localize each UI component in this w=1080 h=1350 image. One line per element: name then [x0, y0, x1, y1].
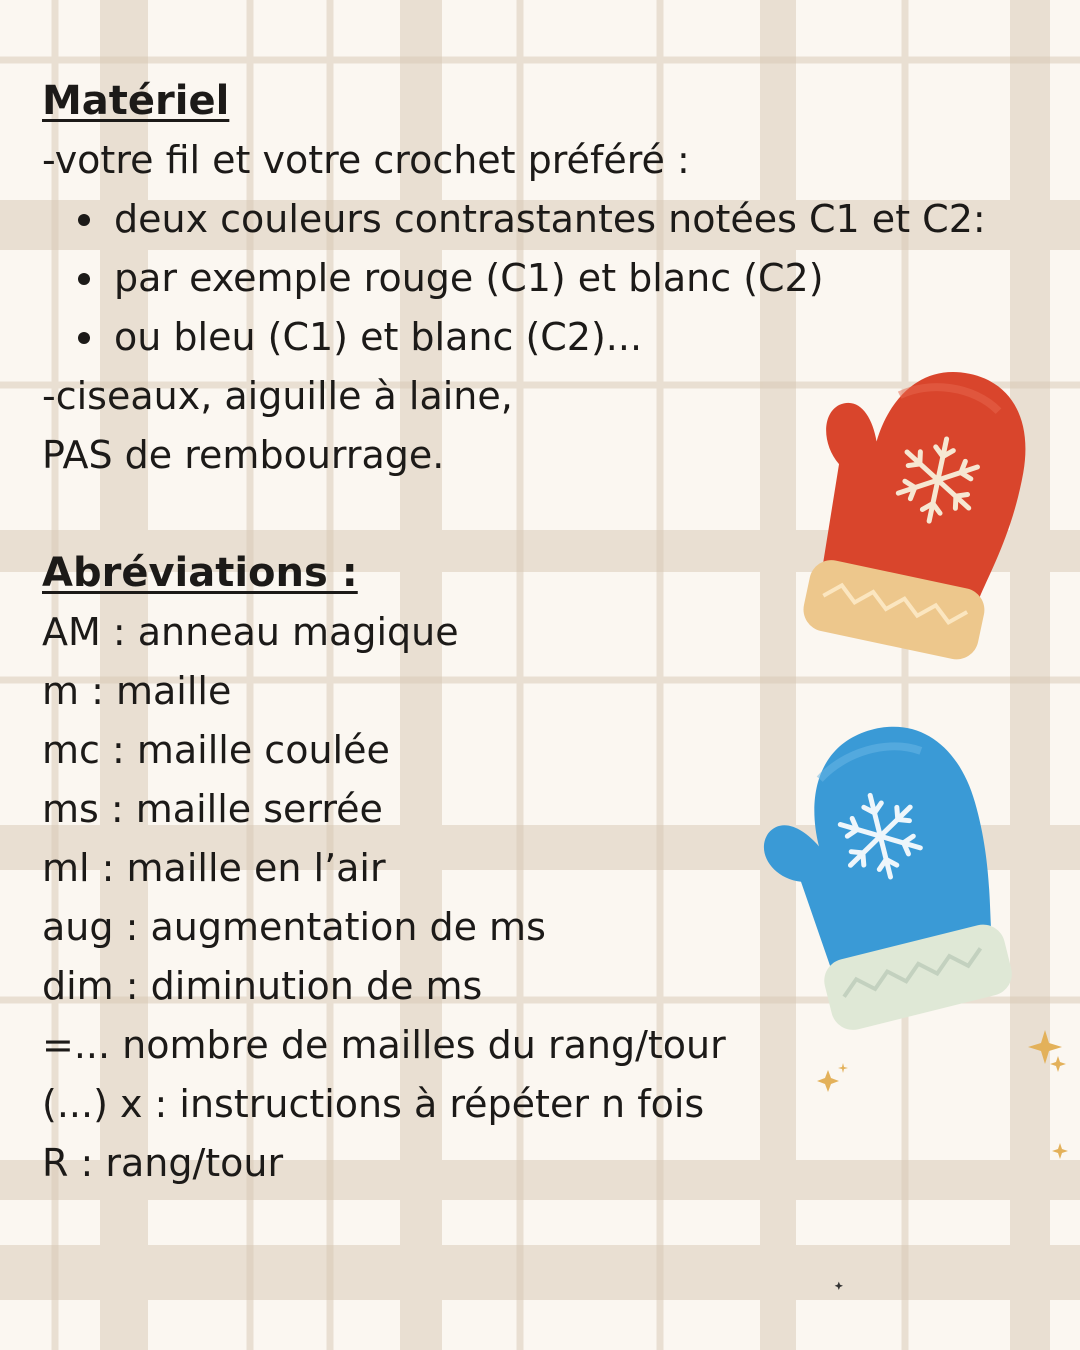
abbreviation-item: dim : diminution de ms	[42, 964, 483, 1008]
list-item-text: deux couleurs contrastantes notées C1 et C2:	[114, 197, 986, 241]
abbreviation-item: m : maille	[42, 669, 232, 713]
abbreviation-item: ms : maille serrée	[42, 787, 383, 831]
abbreviation-item: =... nombre de mailles du rang/tour	[42, 1023, 726, 1067]
materiel-intro: -votre fil et votre crochet préféré :	[42, 138, 690, 182]
list-item-text: ou bleu (C1) et blanc (C2)...	[114, 315, 643, 359]
abbreviation-item: aug : augmentation de ms	[42, 905, 546, 949]
abbreviation-item: ml : maille en l’air	[42, 846, 386, 890]
abbreviation-item: R : rang/tour	[42, 1141, 284, 1185]
abbreviation-item: AM : anneau magique	[42, 610, 459, 654]
materiel-tools: -ciseaux, aiguille à laine,	[42, 374, 513, 418]
materiel-stuffing: PAS de rembourrage.	[42, 433, 445, 477]
abbreviation-item: (...) x : instructions à répéter n fois	[42, 1082, 705, 1126]
list-item-text: par exemple rouge (C1) et blanc (C2)	[114, 256, 824, 300]
materiel-heading: Matériel	[42, 78, 230, 124]
abreviations-heading: Abréviations :	[42, 550, 358, 596]
abbreviation-item: mc : maille coulée	[42, 728, 390, 772]
